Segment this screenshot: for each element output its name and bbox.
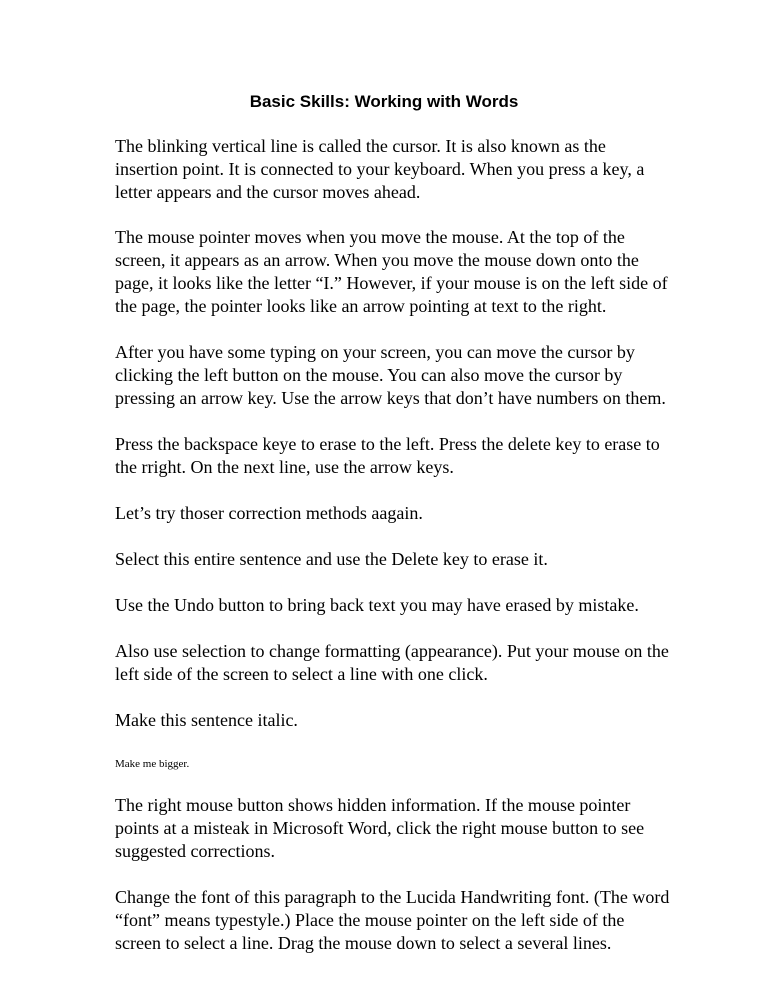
paragraph-line: page, it looks like the letter “I.” However, if your mouse is on the left side of (115, 273, 668, 293)
paragraph-line: insertion point. It is connected to your keyboard. When you press a key, a (115, 159, 645, 179)
paragraph-line: Make me bigger. (115, 758, 190, 770)
paragraph-line: The blinking vertical line is called the cursor. It is also known as the (115, 136, 606, 156)
paragraph-line: screen to select a line. Drag the mouse down to select a several lines. (115, 933, 612, 953)
document-title: Basic Skills: Working with Words (249, 92, 519, 111)
paragraph-line: letter appears and the cursor moves ahead. (115, 182, 421, 202)
paragraph-line: Also use selection to change formatting (appearance). Put your mouse on the (115, 641, 669, 661)
paragraph-line: “font” means typestyle.) Place the mouse pointer on the left side of the (115, 910, 625, 930)
paragraph-line: After you have some typing on your screen, you can move the cursor by (115, 342, 635, 362)
paragraph-bigger (115, 757, 675, 771)
paragraph-line: Use the Undo button to bring back text you may have erased by mistake. (115, 595, 639, 615)
paragraph-line: screen, it appears as an arrow. When you move the mouse down onto the (115, 250, 639, 270)
paragraph-undo (115, 594, 675, 617)
paragraph-move-cursor (115, 341, 675, 410)
paragraph-italic (115, 709, 675, 732)
paragraph-cursor (115, 135, 675, 204)
paragraph-line: the page, the pointer looks like an arrow pointing at text to the right. (115, 296, 607, 316)
paragraph-line: left side of the screen to select a line with one click. (115, 664, 488, 684)
paragraph-backspace (115, 433, 675, 479)
paragraph-mouse-pointer (115, 226, 675, 318)
paragraph-line: clicking the left button on the mouse. You can also move the cursor by (115, 365, 623, 385)
paragraph-right-mouse (115, 794, 675, 863)
paragraph-line: The mouse pointer moves when you move the mouse. At the top of the (115, 227, 625, 247)
paragraph-correction (115, 502, 675, 525)
paragraph-select-delete (115, 548, 675, 571)
paragraph-line: Let’s try thoser correction methods aagain. (115, 503, 423, 523)
paragraph-change-font (115, 886, 675, 955)
paragraph-line: Select this entire sentence and use the Delete key to erase it. (115, 549, 548, 569)
paragraph-line: Make this sentence italic. (115, 710, 298, 730)
paragraph-line: Change the font of this paragraph to the Lucida Handwriting font. (The word (115, 887, 670, 907)
paragraph-line: points at a misteak in Microsoft Word, click the right mouse button to see (115, 818, 645, 838)
paragraph-line: Press the backspace keye to erase to the left. Press the delete key to erase to (115, 434, 660, 454)
paragraph-line: the rright. On the next line, use the arrow keys. (115, 457, 454, 477)
paragraph-line: The right mouse button shows hidden information. If the mouse pointer (115, 795, 631, 815)
paragraph-formatting (115, 640, 675, 686)
paragraph-line: pressing an arrow key. Use the arrow keys that don’t have numbers on them. (115, 388, 666, 408)
paragraph-line: suggested corrections. (115, 841, 275, 861)
